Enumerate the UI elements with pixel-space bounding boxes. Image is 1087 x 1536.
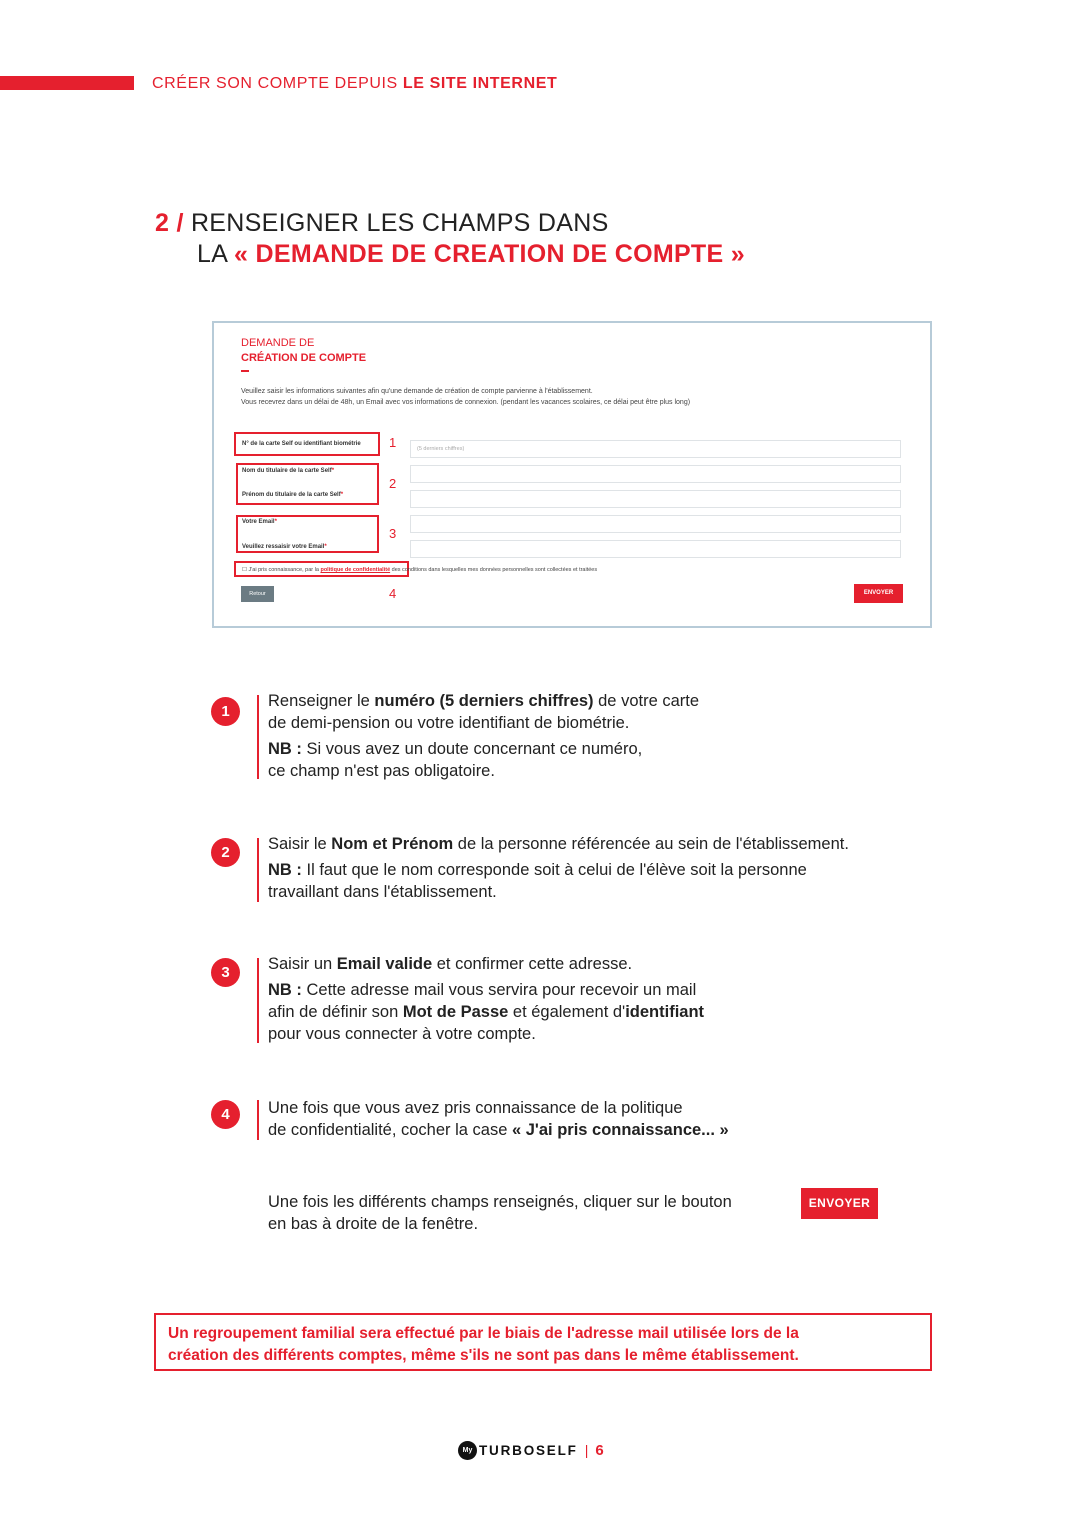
back-button[interactable]: Retour <box>241 586 274 602</box>
first-name-label: Prénom du titulaire de la carte Self* <box>242 492 344 498</box>
step-4-text: Une fois que vous avez pris connaissance de la politique de confidentialité, cocher la case « J'ai pris connaissance... » <box>268 1099 729 1139</box>
final-instruction-line2: en bas à droite de la fenêtre. <box>268 1215 479 1233</box>
highlight-box-3 <box>236 515 379 553</box>
page-number: 6 <box>595 1441 604 1459</box>
title-line2 <box>155 239 745 270</box>
consent-prefix: J'ai pris connaissance, par la <box>248 567 321 573</box>
last-name-label: Nom du titulaire de la carte Self* <box>242 468 335 474</box>
form-screenshot <box>212 321 932 628</box>
privacy-policy-link[interactable]: politique de confidentialité <box>320 567 391 573</box>
footer-separator: | <box>584 1442 589 1458</box>
form-heading-line1: DEMANDE DE <box>241 337 315 349</box>
final-instruction-line1: Une fois les différents champs renseignés, cliquer sur le bouton <box>268 1193 732 1211</box>
note-line1: Un regroupement familial sera effectué par le biais de l'adresse mail utilisée lors de la <box>168 1325 799 1342</box>
step-1-bar <box>257 695 259 779</box>
step-3-badge: 3 <box>211 958 240 987</box>
last-name-input[interactable] <box>410 465 901 483</box>
highlight-number-4: 4 <box>389 586 397 601</box>
step-4 <box>211 1100 931 1142</box>
consent-checkbox-row[interactable] <box>242 567 597 573</box>
step-2-badge: 2 <box>211 838 240 867</box>
step-3 <box>211 955 931 1044</box>
highlight-number-1: 1 <box>389 435 397 450</box>
note-line2: création des différents comptes, même s'ils ne sont pas dans le même établissement. <box>168 1347 799 1364</box>
footer <box>458 1440 604 1460</box>
envoyer-button-sample[interactable]: ENVOYER <box>801 1188 878 1219</box>
email-label: Votre Email* <box>242 519 277 525</box>
page-title <box>155 208 745 270</box>
step-2-text: Saisir le Nom et Prénom de la personne référencée au sein de l'établissement. NB : Il faut que le nom corresponde soit à celui de l'élève soit la personne travaillant dans l'établissement. <box>268 835 849 901</box>
section-header-prefix: CRÉER SON COMPTE DEPUIS <box>152 75 403 92</box>
header-accent-bar <box>0 76 134 90</box>
step-2-bar <box>257 838 259 902</box>
family-grouping-note <box>154 1313 932 1371</box>
section-header-emphasis: LE SITE INTERNET <box>402 75 558 92</box>
form-intro-line2: Vous recevrez dans un délai de 48h, un Email avec vos informations de connexion. (pendant les vacances scolaires, ce délai peut être plus long) <box>241 399 691 406</box>
form-heading-dash <box>241 370 249 372</box>
highlight-number-3: 3 <box>389 526 397 541</box>
step-3-text: Saisir un Email valide et confirmer cette adresse. NB : Cette adresse mail vous servira pour recevoir un mail afin de définir son Mot de Passe et également d'identifiant pour vous connecter à votre compte. <box>268 955 705 1043</box>
consent-suffix: des conditions dans lesquelles mes données personnelles sont collectées et traitées <box>390 567 598 573</box>
highlight-box-1 <box>234 432 380 456</box>
title-line2-emphasis: « DEMANDE DE CREATION DE COMPTE » <box>234 240 745 268</box>
logo-badge: My <box>458 1441 477 1460</box>
step-1 <box>211 692 931 780</box>
email-confirm-input[interactable] <box>410 540 901 558</box>
email-confirm-label: Veuillez ressaisir votre Email* <box>242 544 327 550</box>
checkbox-icon[interactable]: ☐ <box>242 567 247 573</box>
step-1-text: Renseigner le numéro (5 derniers chiffres) de votre carte de demi-pension ou votre identifiant de biométrie. NB : Si vous avez un doute concernant ce numéro, ce champ n'est pas obligatoire. <box>268 692 700 780</box>
step-4-badge: 4 <box>211 1100 240 1129</box>
email-input[interactable] <box>410 515 901 533</box>
card-number-input[interactable]: (5 derniers chiffres) <box>410 440 901 458</box>
title-step-number: 2 / <box>155 209 184 237</box>
title-line2-prefix: LA <box>197 240 235 268</box>
step-4-bar <box>257 1100 259 1140</box>
step-2 <box>211 835 931 903</box>
final-instruction <box>268 1191 732 1235</box>
highlight-box-2 <box>236 463 379 505</box>
form-intro-line1: Veuillez saisir les informations suivantes afin qu'une demande de création de compte parvienne à l'établissement. <box>241 388 593 395</box>
card-number-label: N° de la carte Self ou identifiant biométrie <box>242 441 361 447</box>
form-intro <box>241 386 901 408</box>
step-1-badge: 1 <box>211 697 240 726</box>
highlight-number-2: 2 <box>389 476 397 491</box>
form-heading-line2: CRÉATION DE COMPTE <box>241 352 367 364</box>
step-3-bar <box>257 958 259 1043</box>
section-header <box>152 75 557 93</box>
logo-text: TURBOSELF <box>479 1442 578 1458</box>
form-submit-button[interactable]: ENVOYER <box>854 584 903 603</box>
title-line1: RENSEIGNER LES CHAMPS DANS <box>183 209 609 237</box>
first-name-input[interactable] <box>410 490 901 508</box>
